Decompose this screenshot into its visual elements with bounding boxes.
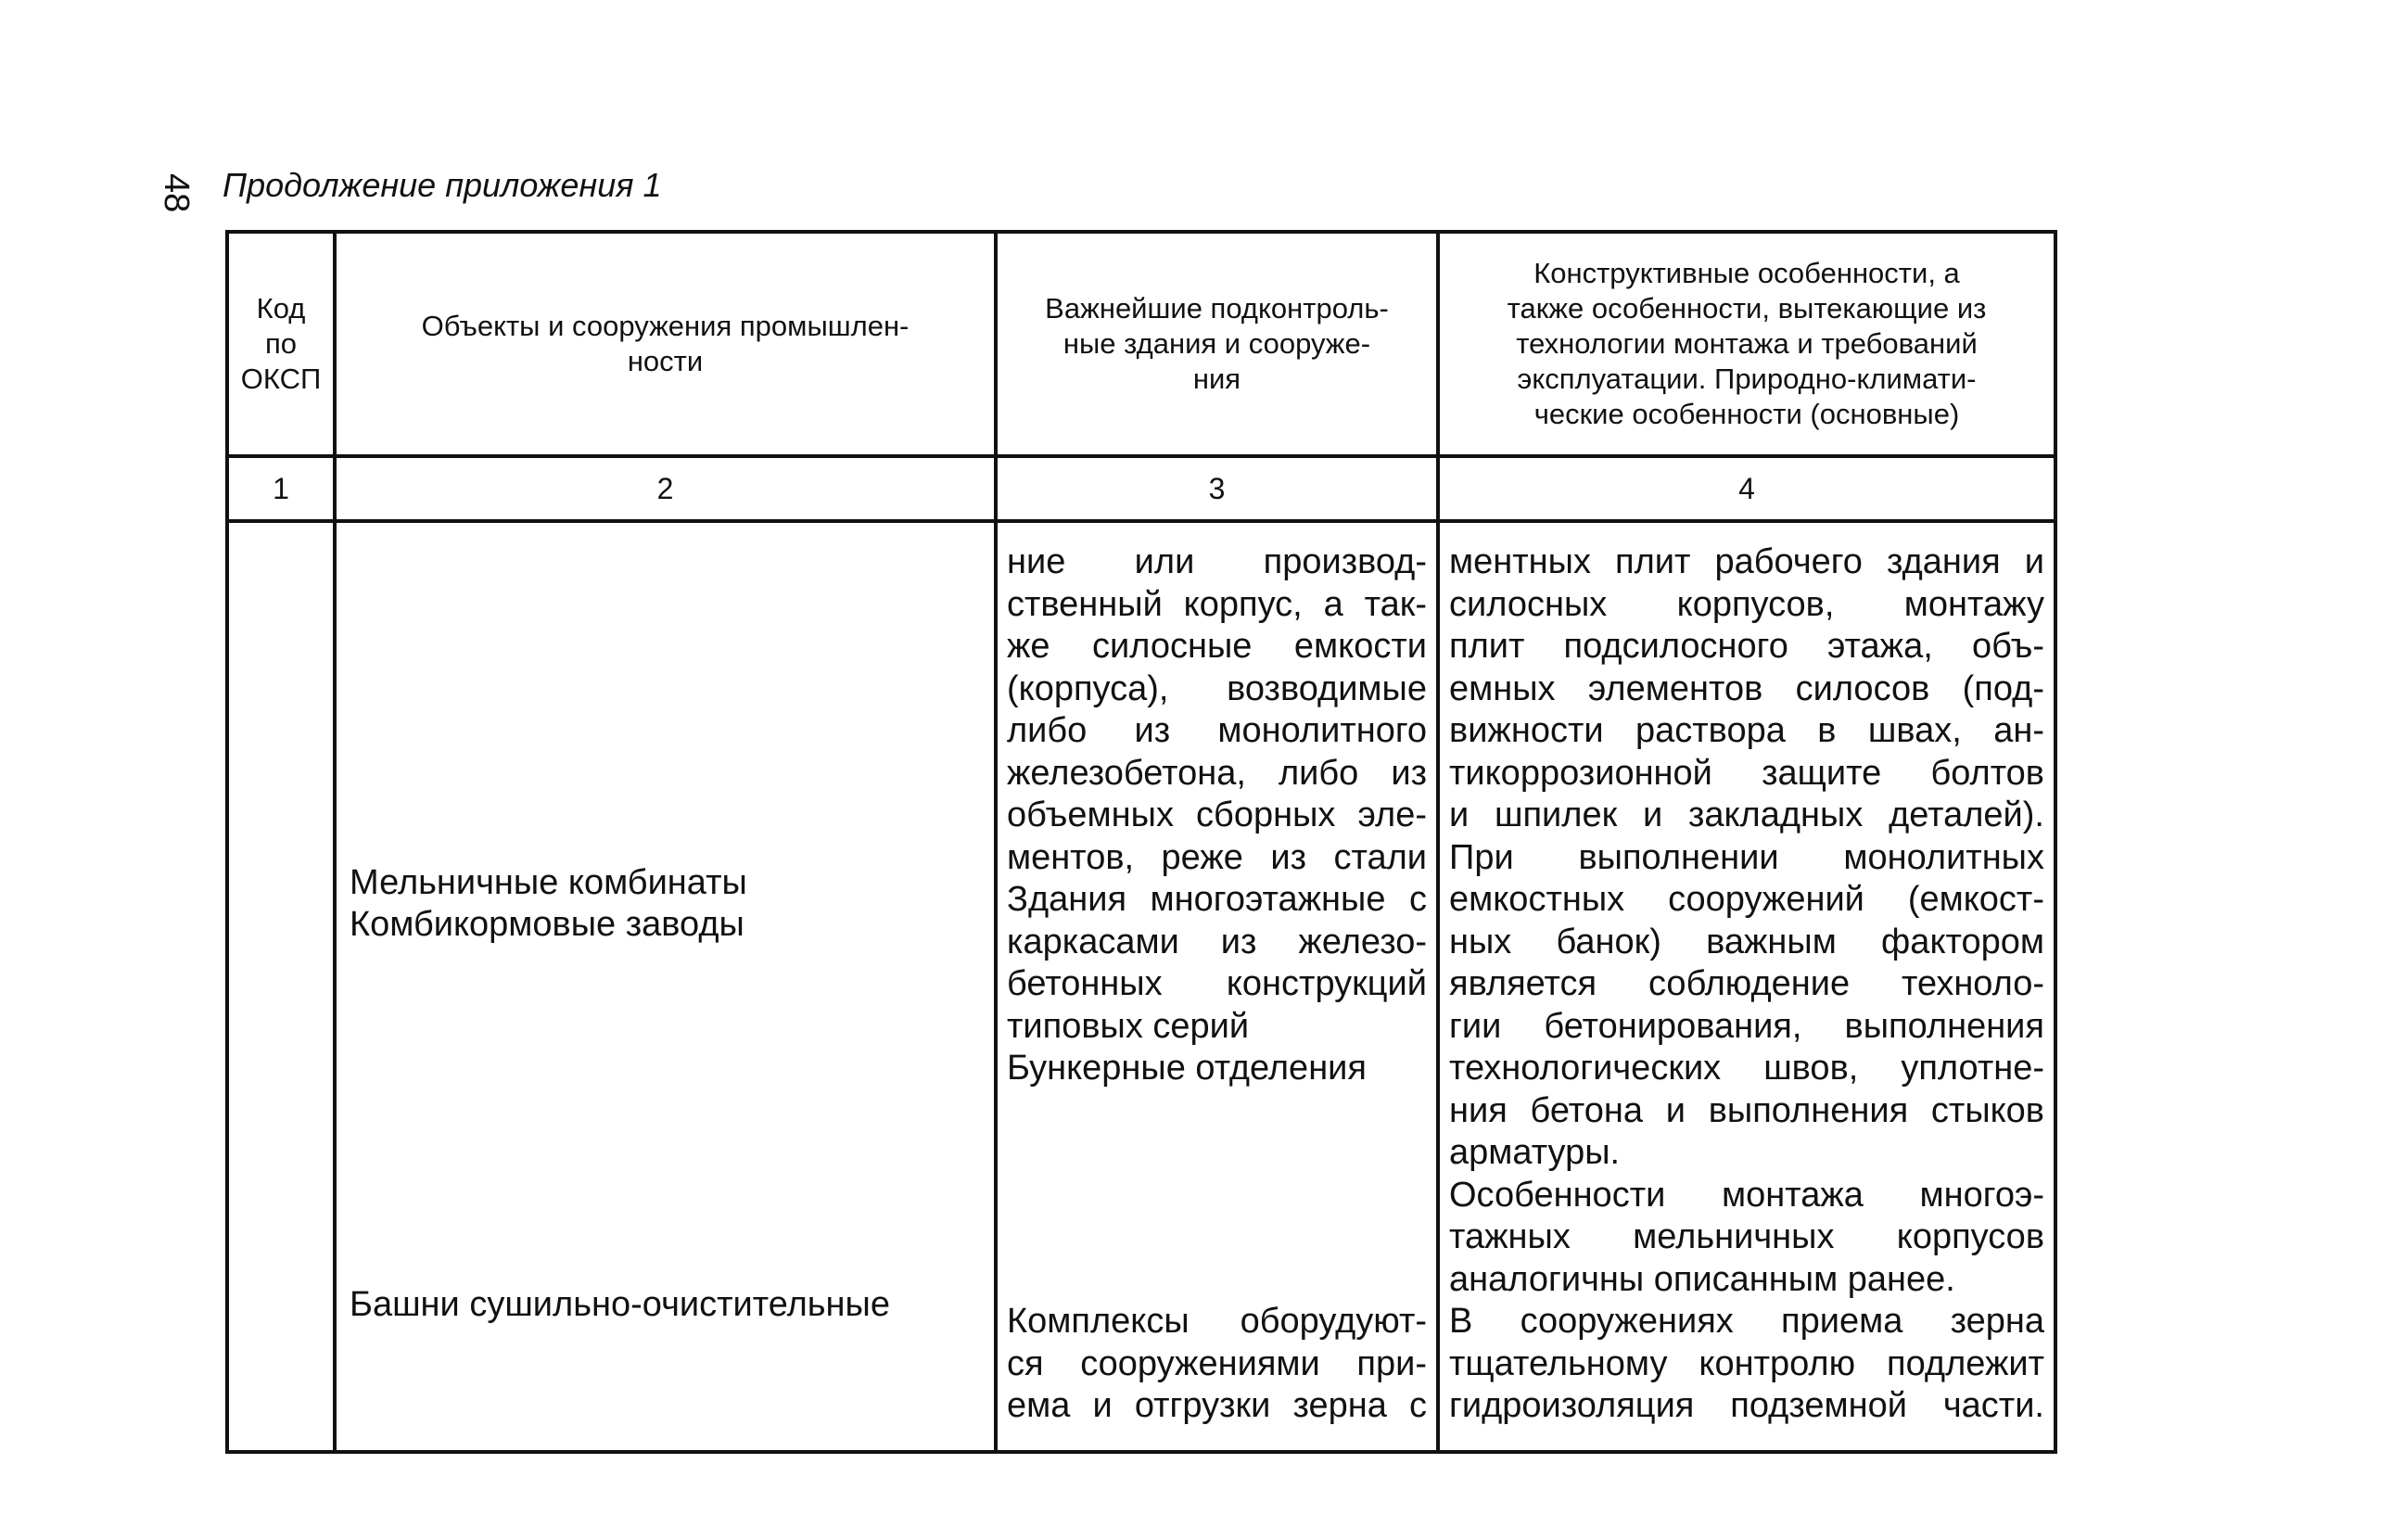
- text-line: эксплуатации. Природно-климати-: [1517, 363, 1977, 395]
- continuation-heading: Продолжение приложения 1: [223, 166, 662, 204]
- code-cell: [227, 521, 335, 1452]
- text-line: ся сооружениями при-: [1007, 1343, 1427, 1383]
- text-line: При выполнении монолитных: [1449, 837, 2044, 877]
- text-line: Код: [256, 292, 306, 325]
- text-line: ментных плит рабочего здания и: [1449, 542, 2044, 581]
- text-line: ческие особенности (основные): [1533, 398, 1960, 430]
- column-number: 4: [1438, 456, 2055, 521]
- body-row: [227, 521, 2055, 1452]
- text-line: по: [264, 327, 298, 360]
- text-line: ния: [1192, 363, 1241, 395]
- text-line: ОКСП: [240, 363, 322, 395]
- text-line: ментов, реже из стали: [1007, 837, 1427, 877]
- text-line: ности: [627, 345, 704, 377]
- text-line: плит подсилосного этажа, объ-: [1449, 627, 2044, 666]
- text-line: технологических швов, уплотне-: [1449, 1049, 2044, 1088]
- text-line: аналогичны описанным ранее.: [1449, 1259, 1955, 1299]
- text-line: железобетона, либо из: [1007, 753, 1427, 793]
- text-line: же силосные емкости: [1007, 627, 1427, 666]
- text-line: тщательному контролю подлежит: [1449, 1343, 2044, 1383]
- text-line: [1007, 1216, 1427, 1259]
- text-line: ные здания и сооруже-: [1062, 327, 1371, 360]
- text-line: [1007, 1259, 1427, 1302]
- header-features: [1438, 232, 2055, 456]
- text-line: арматуры.: [1449, 1133, 1621, 1172]
- column-number-row: [227, 456, 2055, 521]
- text-line: ственный корпус, а так-: [1007, 584, 1427, 624]
- header-row: [227, 232, 2055, 456]
- objects-cell: [335, 521, 996, 1452]
- text-line: В сооружениях приема зерна: [1449, 1302, 2044, 1341]
- text-line: Бункерные отделения: [1007, 1049, 1367, 1088]
- features-cell: [1438, 521, 2055, 1452]
- text-line: [1007, 1132, 1427, 1175]
- text-line: емкостных сооружений (емкост-: [1449, 880, 2044, 919]
- text-line: Особенности монтажа многоэ-: [1449, 1175, 2044, 1215]
- objects-table: [225, 230, 2057, 1454]
- text-line: ния бетона и выполнения стыков: [1449, 1090, 2044, 1130]
- text-line: Конструктивные особенности, а: [1533, 257, 1960, 289]
- text-line: и шпилек и закладных деталей).: [1449, 795, 2044, 834]
- object-item: Мельничные комбинаты: [350, 863, 747, 902]
- text-line: гии бетонирования, выполнения: [1449, 1006, 2044, 1046]
- object-item: Комбикормовые заводы: [350, 905, 744, 944]
- text-line: каркасами из железо-: [1007, 922, 1427, 961]
- text-line: бетонных конструкций: [1007, 964, 1427, 1003]
- text-line: Комплексы оборудуют-: [1007, 1302, 1427, 1341]
- text-line: ема и отгрузки зерна с: [1007, 1386, 1427, 1425]
- buildings-cell: [996, 521, 1438, 1452]
- column-number: 1: [227, 456, 335, 521]
- text-line: (корпуса), возводимые: [1007, 668, 1427, 708]
- text-line: типовых серий: [1007, 1006, 1250, 1046]
- text-line: Объекты и сооружения промышлен-: [421, 310, 910, 342]
- text-line: гидроизоляция подземной части.: [1449, 1386, 2044, 1425]
- text-line: является соблюдение техноло-: [1449, 964, 2044, 1003]
- text-line: объемных сборных эле-: [1007, 795, 1427, 834]
- text-line: Здания многоэтажные с: [1007, 880, 1427, 919]
- column-number: 3: [996, 456, 1438, 521]
- text-line: ние или производ-: [1007, 542, 1427, 581]
- text-line: емных элементов силосов (под-: [1449, 668, 2044, 708]
- text-line: ных банок) важным фактором: [1449, 922, 2044, 961]
- page-number: 48: [157, 173, 196, 213]
- object-item: Башни сушильно-очистительные: [350, 1285, 890, 1324]
- text-line: [1007, 1090, 1427, 1133]
- text-line: либо из монолитного: [1007, 711, 1427, 750]
- column-number: 2: [335, 456, 996, 521]
- text-line: тикоррозионной защите болтов: [1449, 753, 2044, 793]
- text-line: технологии монтажа и требований: [1516, 327, 1978, 360]
- text-line: Важнейшие подконтроль-: [1045, 292, 1389, 325]
- text-line: вижности раствора в швах, ан-: [1449, 711, 2044, 750]
- header-code: [227, 232, 335, 456]
- text-line: тажных мельничных корпусов: [1449, 1217, 2044, 1256]
- text-line: также особенности, вытекающие из: [1507, 292, 1987, 325]
- text-line: силосных корпусов, монтажу: [1449, 584, 2044, 624]
- text-line: [1007, 1175, 1427, 1217]
- header-objects: [335, 232, 996, 456]
- header-buildings: [996, 232, 1438, 456]
